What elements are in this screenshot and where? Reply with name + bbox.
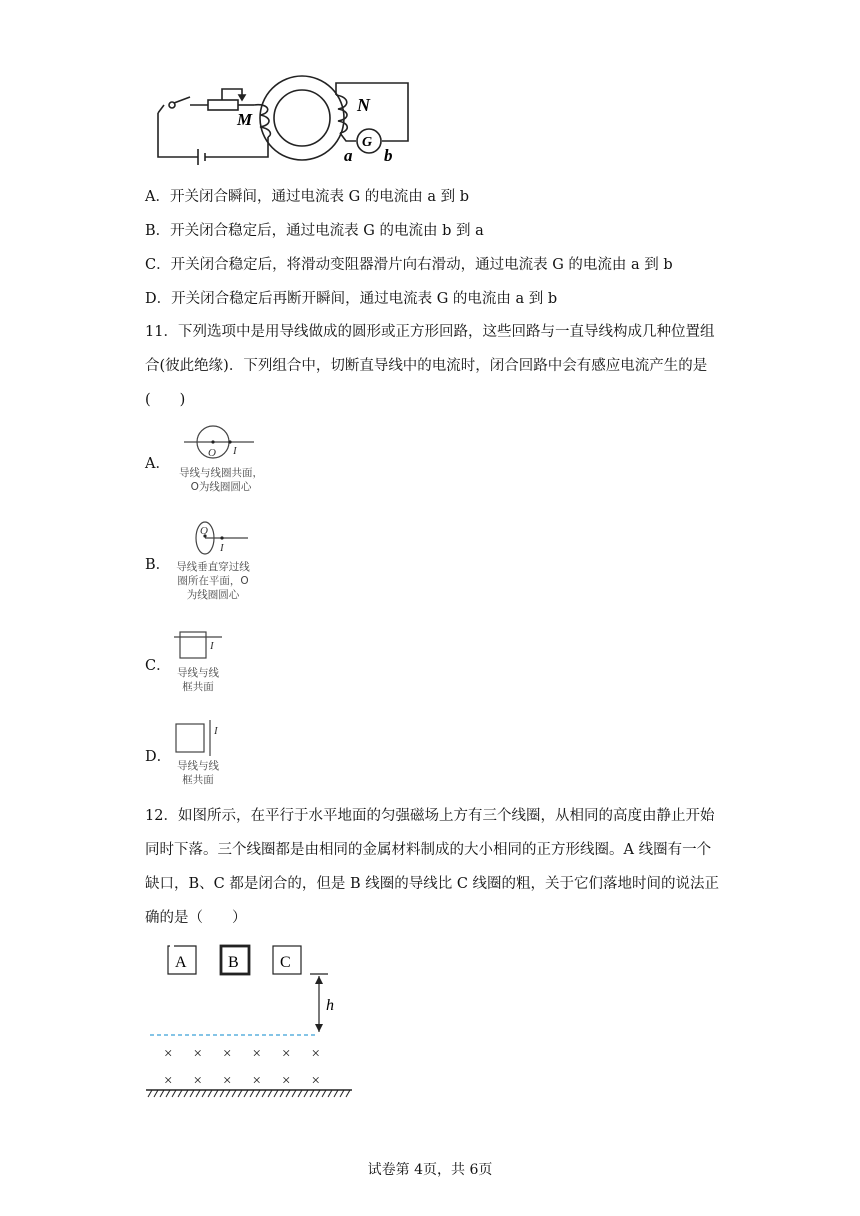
q11-b-caption-line3: 为线圈圆心 [186,589,240,601]
ground-hatch-line [166,1090,170,1097]
q11-question-text: 11．下列选项中是用导线做成的圆形或正方形回路，这些回路与一直导线构成几种位置组合(彼此绝缘)．下列组合中，切断直导线中的电流时，闭合回路中会有感应电流产生的是( ) [145,324,715,408]
ground-hatch-line [346,1090,350,1097]
q11-option-b-label: B． [145,557,171,573]
ground-hatch-line [160,1090,164,1097]
field-cross-mark: × [164,1046,173,1062]
ground-hatch-line [154,1090,158,1097]
field-cross-mark: × [311,1046,320,1062]
field-cross-mark: × [223,1073,232,1089]
q11-option-a-figure [182,425,256,461]
ground-hatch-line [220,1090,224,1097]
ground-hatch-line [286,1090,290,1097]
ground-hatch-line [184,1090,188,1097]
label-M: M [237,110,253,129]
q11-option-c-label: C． [145,658,171,674]
q11-option-a-caption [166,466,276,494]
q11-a-label-O: O [208,447,216,459]
q12-coil-C-label: C [280,954,291,971]
q12-figure [140,940,360,1105]
q11-a-caption-line2: O为线圈圆心 [190,481,252,493]
field-cross-mark: × [252,1073,261,1089]
field-cross-mark: × [164,1073,173,1089]
ground-hatch-line [214,1090,218,1097]
ground-hatch-line [178,1090,182,1097]
ground-hatch-line [262,1090,266,1097]
ground-hatch-line [280,1090,284,1097]
label-N: N [357,95,370,115]
q11-option-a-label: A． [145,456,170,472]
ground-hatch-line [304,1090,308,1097]
q11-a-caption-line1: 导线与线圈共面， [179,467,263,479]
ground-hatch-line [316,1090,320,1097]
q12-coil-B-label: B [228,954,239,971]
q11-b-label-I: I [220,542,224,554]
ground-hatch-line [292,1090,296,1097]
page-footer: 试卷第 4页，共 6页 [367,1162,493,1178]
ground-hatch-line [148,1090,152,1097]
ground-hatch-line [196,1090,200,1097]
q11-a-label-I: I [233,445,237,457]
q10-option-a: A．开关闭合瞬间，通过电流表 G 的电流由 a 到 b [145,189,470,205]
q11-option-b-caption [168,560,258,602]
field-cross-mark: × [252,1046,261,1062]
q11-option-d-caption [168,759,228,787]
ground-hatch-line [244,1090,248,1097]
ground-hatch-line [274,1090,278,1097]
ground-hatch-line [232,1090,236,1097]
field-cross-mark: × [193,1073,202,1089]
ground-hatch-line [298,1090,302,1097]
q11-b-caption-line2: 圈所在平面，O [177,575,249,587]
q12-coil-A-label: A [175,954,187,971]
q11-option-d-figure [172,718,224,758]
ground-hatch-line [250,1090,254,1097]
q11-option-d-label: D． [145,749,172,765]
ground-hatch-line [190,1090,194,1097]
q10-option-c: C．开关闭合稳定后，将滑动变阻器滑片向右滑动，通过电流表 G 的电流由 a 到 b [145,257,673,273]
q11-c-label-I: I [210,640,214,652]
ground-hatch-line [268,1090,272,1097]
field-cross-mark: × [282,1046,291,1062]
q10-option-d: D．开关闭合稳定后再断开瞬间，通过电流表 G 的电流由 a 到 b [145,291,558,307]
label-G: G [362,135,373,150]
field-cross-mark: × [223,1046,232,1062]
q11-d-caption-line2: 框共面 [182,774,214,786]
ground-hatch-line [172,1090,176,1097]
q11-option-b-figure [190,520,250,556]
q12-height-label: h [326,997,334,1014]
q11-c-caption-line2: 框共面 [182,681,214,693]
q10-option-b: B．开关闭合稳定后，通过电流表 G 的电流由 b 到 a [145,223,484,239]
field-cross-mark: × [282,1073,291,1089]
ground-hatch-line [310,1090,314,1097]
ground-hatch-line [328,1090,332,1097]
ground-hatch-line [256,1090,260,1097]
field-cross-mark: × [193,1046,202,1062]
field-cross-mark: × [311,1073,320,1089]
q11-option-c-figure [172,627,224,663]
label-a: a [344,146,353,165]
label-b: b [384,146,393,165]
q12-question-text: 12．如图所示，在平行于水平地面的匀强磁场上方有三个线圈，从相同的高度由静止开始同时下落。三个线圈都是由相同的金属材料制成的大小相同的正方形线圈。A 线圈有一个缺口，B、C 都是闭合的，但是 B 线圈的导线比 C 线圈的粗，关于它们落地时间的说法正确的是（ ） [145,808,720,926]
ground-hatch-line [322,1090,326,1097]
q10-circuit-figure [150,75,420,165]
ground-hatch-line [208,1090,212,1097]
ground-hatch-line [334,1090,338,1097]
ground-hatch-line [202,1090,206,1097]
ground-hatch-line [226,1090,230,1097]
q11-b-label-O: O [200,525,208,537]
q11-b-caption-line1: 导线垂直穿过线 [176,561,250,573]
ground-hatch-line [238,1090,242,1097]
q11-option-c-caption [168,666,228,694]
q11-c-caption-line1: 导线与线 [177,667,219,679]
q11-d-caption-line1: 导线与线 [177,760,219,772]
q11-d-label-I: I [214,725,218,737]
ground-hatch-line [340,1090,344,1097]
